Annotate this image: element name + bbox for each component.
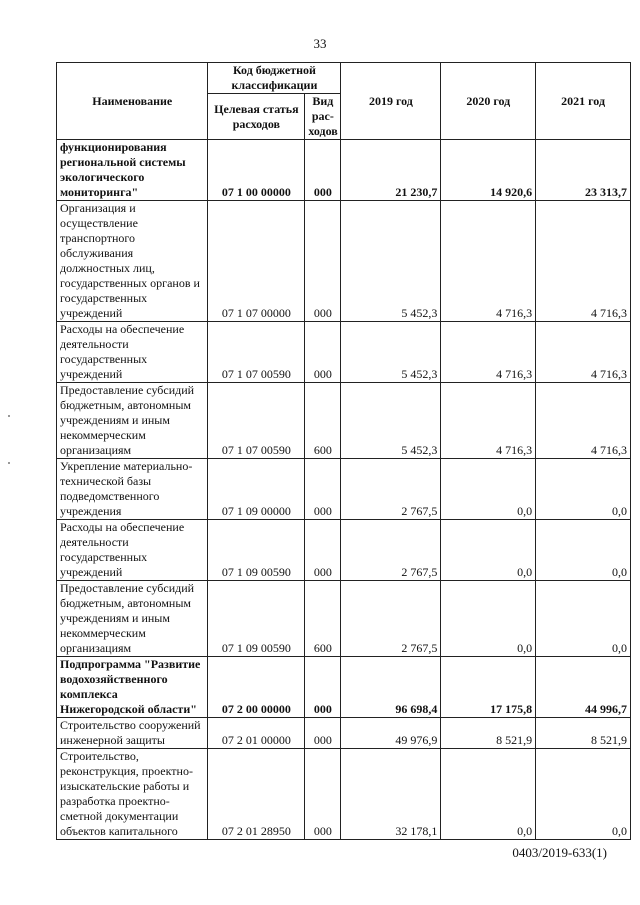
row-value-2021: 0,0 [536,749,631,840]
row-name: Организация и осуществление транспортного обслуживания должностных лиц, государственных органов и государственных учреждений [57,201,208,322]
row-value-2020: 0,0 [441,459,536,520]
row-value-2019: 21 230,7 [341,140,441,201]
row-expense-type: 600 [305,383,341,459]
row-value-2020: 14 920,6 [441,140,536,201]
header-name: Наименование [57,63,208,140]
row-value-2019: 49 976,9 [341,718,441,749]
row-value-2019: 5 452,3 [341,383,441,459]
row-name: Строительство сооружений инженерной защиты [57,718,208,749]
header-target-article: Целевая статья расходов [208,94,305,140]
row-target-article: 07 2 01 00000 [208,718,305,749]
row-target-article: 07 1 00 00000 [208,140,305,201]
header-2020: 2020 год [441,63,536,140]
row-target-article: 07 1 07 00590 [208,383,305,459]
table-row [57,718,631,749]
page-number: 33 [313,36,327,51]
row-value-2020: 17 175,8 [441,657,536,718]
header-2021: 2021 год [536,63,631,140]
table-row [57,322,631,383]
header-expense-type: Вид рас-ходов [305,94,341,140]
row-name: Предоставление субсидий бюджетным, автономным учреждениям и иным некоммерческим организациям [57,383,208,459]
row-name: Расходы на обеспечение деятельности государственных учреждений [57,322,208,383]
row-value-2021: 4 716,3 [536,322,631,383]
row-expense-type: 600 [305,581,341,657]
row-value-2021: 0,0 [536,459,631,520]
budget-table [56,62,631,840]
table-row [57,383,631,459]
row-expense-type: 000 [305,201,341,322]
row-expense-type: 000 [305,459,341,520]
row-target-article: 07 1 07 00000 [208,201,305,322]
header-code-group: Код бюджетной классификации [208,63,341,94]
row-expense-type: 000 [305,718,341,749]
row-name: Предоставление субсидий бюджетным, автономным учреждениям и иным некоммерческим организациям [57,581,208,657]
row-value-2019: 96 698,4 [341,657,441,718]
scan-mark [8,415,10,417]
row-expense-type: 000 [305,657,341,718]
row-value-2020: 4 716,3 [441,383,536,459]
table-row [57,581,631,657]
row-expense-type: 000 [305,520,341,581]
row-value-2019: 32 178,1 [341,749,441,840]
row-target-article: 07 1 07 00590 [208,322,305,383]
row-value-2021: 4 716,3 [536,201,631,322]
row-value-2019: 2 767,5 [341,520,441,581]
row-value-2020: 0,0 [441,581,536,657]
document-code: 0403/2019-633(1) [512,845,607,860]
row-expense-type: 000 [305,140,341,201]
row-target-article: 07 2 01 28950 [208,749,305,840]
table-row [57,749,631,840]
row-value-2021: 0,0 [536,520,631,581]
row-value-2021: 23 313,7 [536,140,631,201]
row-value-2021: 8 521,9 [536,718,631,749]
row-value-2020: 4 716,3 [441,322,536,383]
table-row [57,657,631,718]
row-value-2021: 0,0 [536,581,631,657]
row-name: Расходы на обеспечение деятельности государственных учреждений [57,520,208,581]
header-2019: 2019 год [341,63,441,140]
row-target-article: 07 1 09 00000 [208,459,305,520]
row-value-2020: 8 521,9 [441,718,536,749]
scan-mark [8,462,10,464]
row-target-article: 07 1 09 00590 [208,520,305,581]
table-row [57,140,631,201]
table-row [57,520,631,581]
row-value-2019: 5 452,3 [341,322,441,383]
row-value-2019: 5 452,3 [341,201,441,322]
row-value-2021: 44 996,7 [536,657,631,718]
row-value-2021: 4 716,3 [536,383,631,459]
row-name: функционирования региональной системы экологического мониторинга" [57,140,208,201]
row-name: Укрепление материально-технической базы подведомственного учреждения [57,459,208,520]
row-value-2020: 4 716,3 [441,201,536,322]
row-expense-type: 000 [305,749,341,840]
row-value-2020: 0,0 [441,749,536,840]
row-value-2020: 0,0 [441,520,536,581]
table-row [57,459,631,520]
table-row [57,201,631,322]
row-value-2019: 2 767,5 [341,581,441,657]
row-expense-type: 000 [305,322,341,383]
row-name: Подпрограмма "Развитие водохозяйственного комплекса Нижегородской области" [57,657,208,718]
row-name: Строительство, реконструкция, проектно-изыскательские работы и разработка проектно-сметной документации объектов капитального [57,749,208,840]
row-target-article: 07 2 00 00000 [208,657,305,718]
row-target-article: 07 1 09 00590 [208,581,305,657]
row-value-2019: 2 767,5 [341,459,441,520]
